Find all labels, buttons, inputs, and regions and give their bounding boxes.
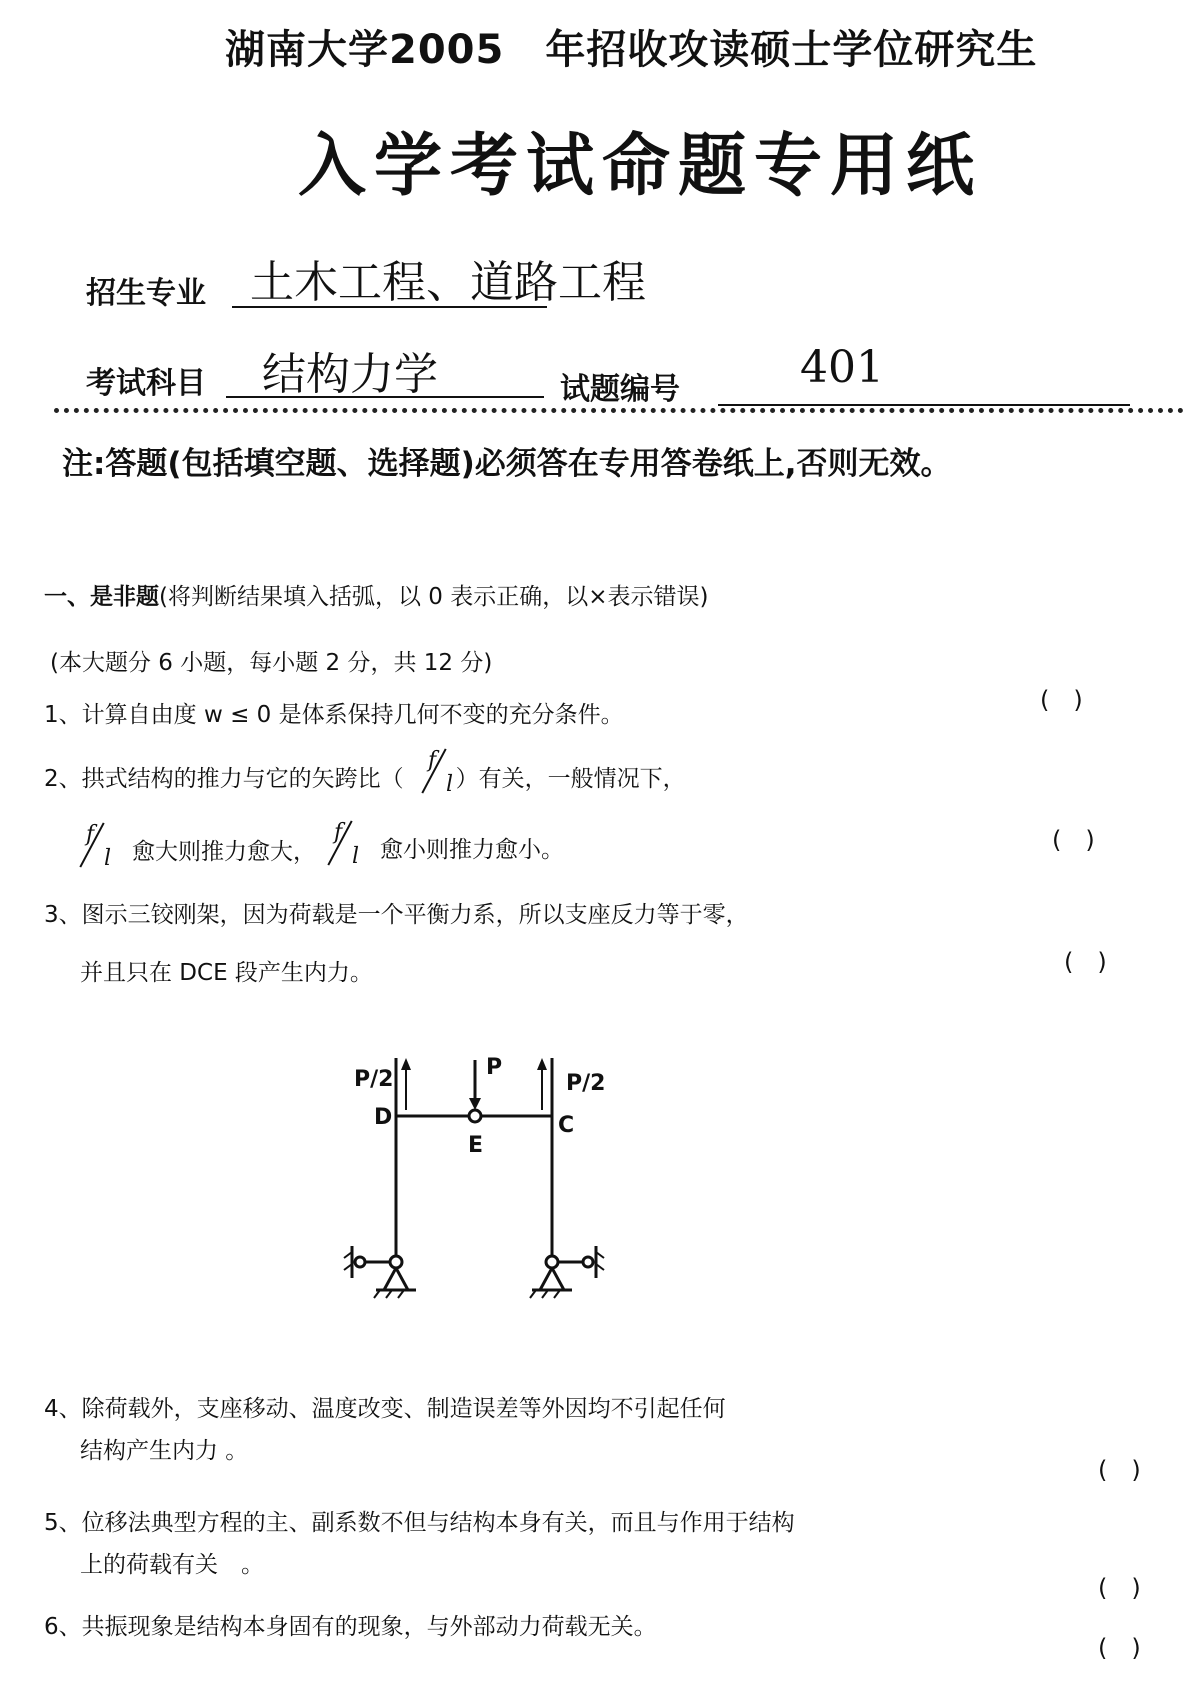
header-title: 入学考试命题专用纸	[298, 127, 983, 206]
fraction-denominator: l	[104, 846, 112, 871]
major-label: 招生专业	[86, 276, 206, 311]
load-mid-label: P	[486, 1055, 503, 1080]
question-2-pre: 2、拱式结构的推力与它的矢跨比（	[44, 766, 404, 792]
fraction-denominator: l	[352, 844, 360, 869]
load-right-label: P/2	[566, 1071, 606, 1096]
answer-paren-6: ( )	[1098, 1634, 1141, 1662]
question-2-mid: 愈大则推力愈大，	[132, 839, 316, 865]
left-support-leg-1	[384, 1268, 396, 1290]
fraction-numerator: f	[428, 748, 437, 773]
right-link-hinge	[583, 1257, 593, 1267]
answer-note: 注:答题(包括填空题、选择题)必须答在专用答卷纸上,否则无效。	[62, 446, 952, 482]
answer-paren-5: ( )	[1098, 1574, 1141, 1602]
question-6: 6、共振现象是结构本身固有的现象，与外部动力荷载无关。	[44, 1614, 657, 1640]
dotted-divider	[54, 408, 1184, 413]
code-label: 试题编号	[560, 372, 680, 407]
left-support-leg-2	[396, 1268, 408, 1290]
node-e-label: E	[468, 1133, 484, 1158]
code-underline	[718, 404, 1130, 406]
load-left-label: P/2	[354, 1067, 394, 1092]
code-value: 401	[800, 342, 884, 393]
node-c-label: C	[558, 1113, 575, 1138]
right-support-leg-1	[540, 1268, 552, 1290]
subject-value: 结构力学	[262, 349, 438, 400]
question-4-line-2: 结构产生内力 。	[80, 1438, 249, 1464]
fraction-denominator: l	[446, 772, 454, 797]
question-2-line-1	[44, 760, 686, 793]
load-left-arrowhead	[401, 1058, 411, 1070]
subject-underline	[226, 396, 544, 398]
three-hinged-frame-diagram	[330, 1040, 630, 1340]
answer-paren-4: ( )	[1098, 1456, 1141, 1484]
major-underline	[232, 306, 547, 308]
left-base-hinge	[390, 1256, 402, 1268]
hinge-e	[469, 1110, 481, 1122]
node-d-label: D	[374, 1105, 393, 1130]
answer-paren-3: ( )	[1064, 948, 1107, 976]
question-1: 1、计算自由度 w ≤ 0 是体系保持几何不变的充分条件。	[44, 702, 624, 728]
question-5-line-1: 5、位移法典型方程的主、副系数不但与结构本身有关，而且与作用于结构	[44, 1510, 795, 1536]
header-line-1: 湖南大学2005 年招收攻读硕士学位研究生	[225, 27, 1038, 73]
question-3-line-1: 3、图示三铰刚架，因为荷载是一个平衡力系，所以支座反力等于零，	[44, 902, 749, 928]
left-link-hinge	[355, 1257, 365, 1267]
right-base-hinge	[546, 1256, 558, 1268]
load-right-arrowhead	[537, 1058, 547, 1070]
section-subtitle: (本大题分 6 小题，每小题 2 分，共 12 分)	[50, 650, 493, 676]
question-5-line-2: 上的荷载有关 。	[80, 1552, 264, 1578]
answer-paren-1: ( )	[1040, 686, 1083, 714]
fraction-numerator: f	[86, 822, 95, 847]
right-support-leg-2	[552, 1268, 564, 1290]
section-title-rest: (将判断结果填入括弧，以 0 表示正确，以×表示错误)	[159, 584, 709, 610]
section-title	[44, 578, 708, 611]
major-value: 土木工程、道路工程	[250, 257, 646, 308]
load-p-arrowhead	[469, 1098, 481, 1110]
question-4-line-1: 4、除荷载外，支座移动、温度改变、制造误差等外因均不引起任何	[44, 1396, 726, 1422]
section-title-bold: 一、是非题	[44, 584, 159, 610]
question-3-line-2: 并且只在 DCE 段产生内力。	[80, 960, 373, 986]
fraction-numerator: f	[334, 820, 343, 845]
subject-label: 考试科目	[86, 366, 206, 401]
question-2-post: ）有关，一般情况下，	[455, 766, 686, 792]
answer-paren-2: ( )	[1052, 826, 1095, 854]
question-2-post2: 愈小则推力愈小。	[380, 837, 564, 863]
